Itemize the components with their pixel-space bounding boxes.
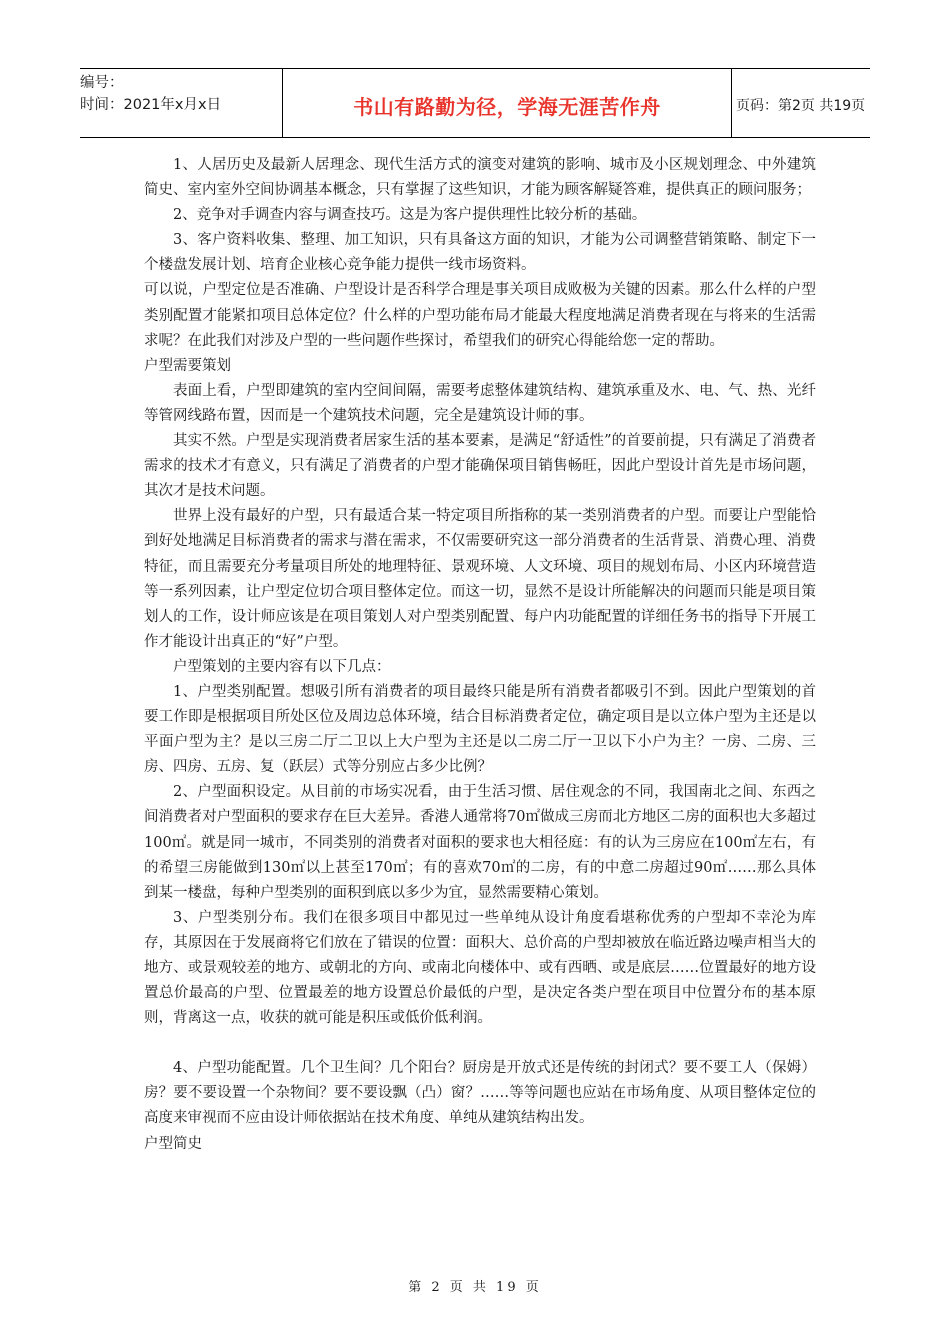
page-footer: 第 2 页 共 19 页 [408,1280,542,1295]
page-header [80,68,870,138]
paragraph-point-1: 1、户型类别配置。想吸引所有消费者的项目最终只能是所有消费者都吸引不到。因此户型策划的首要工作即是根据项目所处区位及周边总体环境，结合目标消费者定位，确定项目是以立体户型为主还是以平面户型为主？是以三房二厅二卫以上大户型为主还是以二房二厅一卫以下小户为主？一房、二房、三房、四房、五房、复（跃层）式等分别应占多少比例？ [144,683,816,776]
section-heading-history: 户型简史 [144,1135,202,1152]
paragraph-point-3: 3、户型类别分布。我们在很多项目中都见过一些单纯从设计角度看堪称优秀的户型却不幸沦为库存，其原因在于发展商将它们放在了错误的位置：面积大、总价高的户型却被放在临近路边噪声相当大的地方、或景观较差的地方、或朝北的方向、或南北向楼体中、或有西晒、或是底层……位置最好的地方设置总价最高的户型、位置最差的地方设置总价最低的户型，是决定各类户型在项目中位置分布的基本原则，背离这一点，收获的就可能是积压或低价低利润。 [144,909,816,1027]
paragraph-knowledge-3: 3、客户资料收集、整理、加工知识，只有具备这方面的知识，才能为公司调整营销策略、制定下一个楼盘发展计划、培育企业核心竞争能力提供一线市场资料。 [144,232,816,274]
document-date-label: 时间：2021年x月x日 [80,97,222,113]
paragraph-intro: 可以说，户型定位是否准确、户型设计是否科学合理是事关项目成败极为关键的因素。那么什么样的户型类别配置才能紧扣项目总体定位？什么样的户型功能布局才能最大程度地满足消费者现在与将来的生活需求呢？在此我们对涉及户型的一些问题作些探讨，希望我们的研究心得能给您一定的帮助。 [144,282,816,349]
paragraph-surface: 表面上看，户型即建筑的室内空间间隔，需要考虑整体建筑结构、建筑承重及水、电、气、热、光纤等管网线路布置，因而是一个建筑技术问题，完全是建筑设计师的事。 [144,382,816,424]
document-body [144,153,816,1157]
document-number-label: 编号： [80,75,124,91]
header-motto-cell [282,69,732,137]
section-heading-planning: 户型需要策划 [144,357,231,374]
paragraph-not-so: 其实不然。户型是实现消费者居家生活的基本要素，是满足“舒适性”的首要前提，只有满足了消费者需求的技术才有意义，只有满足了消费者的户型才能确保项目销售畅旺，因此户型设计首先是市场问题，其次才是技术问题。 [144,433,816,500]
paragraph-no-best: 世界上没有最好的户型，只有最适合某一特定项目所指称的某一类别消费者的户型。而要让户型能恰到好处地满足目标消费者的需求与潜在需求，不仅需要研究这一部分消费者的生活背景、消费心理、消费特征，而且需要充分考量项目所处的地理特征、景观环境、人文环境、项目的规划布局、小区内环境营造等一系列因素，让户型定位切合项目整体定位。而这一切，显然不是设计所能解决的问题而只能是项目策划人的工作，设计师应该是在项目策划人对户型类别配置、每户内功能配置的详细任务书的指导下开展工作才能设计出真正的“好”户型。 [144,508,816,650]
paragraph-point-2: 2、户型面积设定。从目前的市场实况看，由于生活习惯、居住观念的不同，我国南北之间、东西之间消费者对户型面积的要求存在巨大差异。香港人通常将70㎡做成三房而北方地区二房的面积也大多超过100㎡。就是同一城市，不同类别的消费者对面积的要求也大相径庭：有的认为三房应在100㎡左右，有的希望三房能做到130㎡以上甚至170㎡；有的喜欢70㎡的二房，有的中意二房超过90㎡……那么具体到某一楼盘，每种户型类别的面积到底以多少为宜，显然需要精心策划。 [144,784,817,901]
paragraph-main-points: 户型策划的主要内容有以下几点： [173,658,391,675]
header-page-number: 页码：第2页 共19页 [736,98,866,114]
paragraph-knowledge-1: 1、人居历史及最新人居理念、现代生活方式的演变对建筑的影响、城市及小区规划理念、中外建筑简史、室内室外空间协调基本概念，只有掌握了这些知识，才能为顾客解疑答难，提供真正的顾问服务； [144,157,816,199]
paragraph-point-4: 4、户型功能配置。几个卫生间？几个阳台？厨房是开放式还是传统的封闭式？要不要工人（保姆）房？要不要设置一个杂物间？要不要设飘（凸）窗？……等等问题也应站在市场角度、从项目整体定位的高度来审视而不应由设计师依据站在技术角度、单纯从建筑结构出发。 [144,1060,816,1127]
header-motto: 书山有路勤为径，学海无涯苦作舟 [353,95,661,119]
header-meta [80,69,280,137]
paragraph-knowledge-2: 2、竞争对手调查内容与调查技巧。这是为客户提供理性比较分析的基础。 [173,207,647,224]
